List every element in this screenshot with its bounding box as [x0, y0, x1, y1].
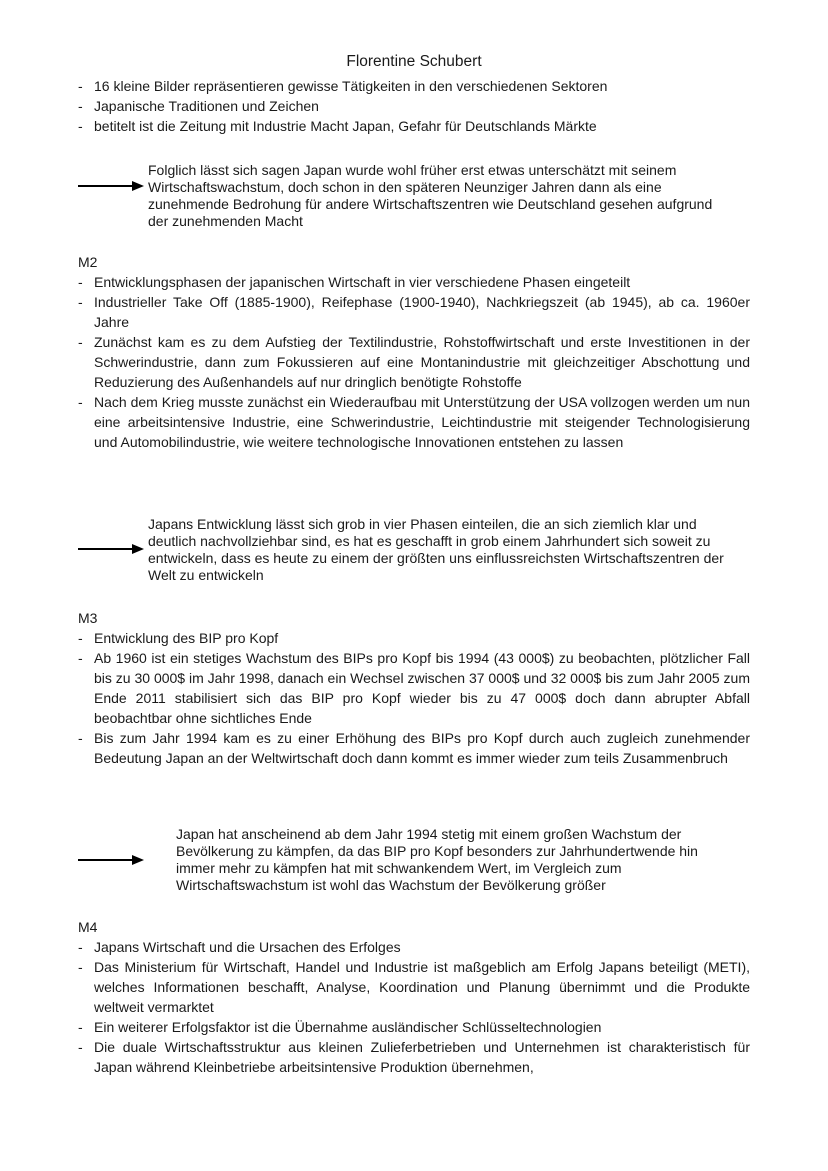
list-item: - Das Ministerium für Wirtschaft, Handel und Industrie ist maßgeblich am Erfolg Japans beteiligt (METI), welches Informationen beschafft, Analyse, Koordination und Planung übernimmt und die Produkte weltweit vermarktet — [78, 957, 750, 1017]
list-item: - 16 kleine Bilder repräsentieren gewisse Tätigkeiten in den verschiedenen Sektoren — [78, 76, 750, 96]
right-arrow-icon — [78, 854, 144, 866]
m3-section — [78, 608, 750, 768]
list-item: - Industrieller Take Off (1885-1900), Reifephase (1900-1940), Nachkriegszeit (ab 1945), ab ca. 1960er Jahre — [78, 292, 750, 332]
list-item: - Ein weiterer Erfolgsfaktor ist die Übernahme ausländischer Schlüsseltechnologien — [78, 1017, 750, 1037]
section-heading: M3 — [78, 610, 98, 626]
list-item: - Zunächst kam es zu dem Aufstieg der Textilindustrie, Rohstoffwirtschaft und erste Investitionen in der Schwerindustrie, dann zum Fokussieren auf eine Montanindustrie mit gleichzeitiger Abschottung und Reduzierung des Außenhandels auf nur dringlich benötigte Rohstoffe — [78, 332, 750, 392]
author-name: Florentine Schubert — [346, 53, 482, 70]
conclusion-text: Japan hat anscheinend ab dem Jahr 1994 stetig mit einem großen Wachstum der Bevölkerung zu kämpfen, da das BIP pro Kopf besonders zur Jahrhundertwende hin immer mehr zu kämpfen hat mit schwankendem Wert, im Vergleich zum Wirtschaftswachstum ist wohl das Wachstum der Bevölkerung größer — [176, 826, 698, 893]
m3-bullet-list — [78, 628, 750, 768]
section-heading: M2 — [78, 254, 98, 270]
right-arrow-icon — [78, 180, 144, 192]
intro-bullet-list — [78, 76, 750, 136]
list-item: - Die duale Wirtschaftsstruktur aus kleinen Zulieferbetrieben und Unternehmen ist charakteristisch für Japan während Kleinbetriebe arbeitsintensive Produktion übernehmen, — [78, 1037, 750, 1077]
list-item: - Nach dem Krieg musste zunächst ein Wiederaufbau mit Unterstützung der USA vollzogen werden um nun eine arbeitsintensive Industrie, eine Schwerindustrie, Leichtindustrie mit steigender Technologisierung und Automobilindustrie, wie weitere technologische Innovationen entstehen zu lassen — [78, 392, 750, 452]
right-arrow-icon — [78, 543, 144, 555]
list-item: - Bis zum Jahr 1994 kam es zu einer Erhöhung des BIPs pro Kopf durch auch zugleich zunehmender Bedeutung Japan an der Weltwirtschaft doch dann kommt es immer wieder zum teils Zusammenbruch — [78, 728, 750, 768]
m4-section — [78, 917, 750, 1077]
list-item: - Entwicklungsphasen der japanischen Wirtschaft in vier verschiedene Phasen eingeteilt — [78, 272, 750, 292]
m2-conclusion — [78, 516, 738, 584]
conclusion-text: Japans Entwicklung lässt sich grob in vier Phasen einteilen, die an sich ziemlich klar und deutlich nachvollziehbar sind, es hat es geschafft in grob einem Jahrhundert sich soweit zu entwickeln, dass es heute zu einem der größten uns einflussreichsten Wirtschaftszentren der Welt zu entwickeln — [148, 516, 724, 583]
m3-conclusion — [78, 826, 738, 894]
list-item: - Japanische Traditionen und Zeichen — [78, 96, 750, 116]
section-heading: M4 — [78, 919, 98, 935]
m2-section — [78, 252, 750, 452]
list-item: - Ab 1960 ist ein stetiges Wachstum des BIPs pro Kopf bis 1994 (43 000$) zu beobachten, plötzlicher Fall bis zu 30 000$ im Jahr 1998, danach ein Wechsel zwischen 37 000$ und 32 000$ bis zum Jahr 2005 zum Ende 2011 stabilisiert sich das BIP pro Kopf wieder bis zu 47 000$ doch dann abrupter Abfall beobachtbar ohne sichtliches Ende — [78, 648, 750, 728]
conclusion-text: Folglich lässt sich sagen Japan wurde wohl früher erst etwas unterschätzt mit seinem Wirtschaftswachstum, doch schon in den späteren Neunziger Jahren dann als eine zunehmende Bedrohung für andere Wirtschaftszentren wie Deutschland gesehen aufgrund der zunehmenden Macht — [148, 162, 713, 229]
m4-bullet-list — [78, 937, 750, 1077]
list-item: - betitelt ist die Zeitung mit Industrie Macht Japan, Gefahr für Deutschlands Märkte — [78, 116, 750, 136]
m2-bullet-list — [78, 272, 750, 452]
intro-conclusion — [78, 162, 728, 230]
list-item: - Entwicklung des BIP pro Kopf — [78, 628, 750, 648]
intro-section — [78, 76, 750, 136]
list-item: - Japans Wirtschaft und die Ursachen des Erfolges — [78, 937, 750, 957]
